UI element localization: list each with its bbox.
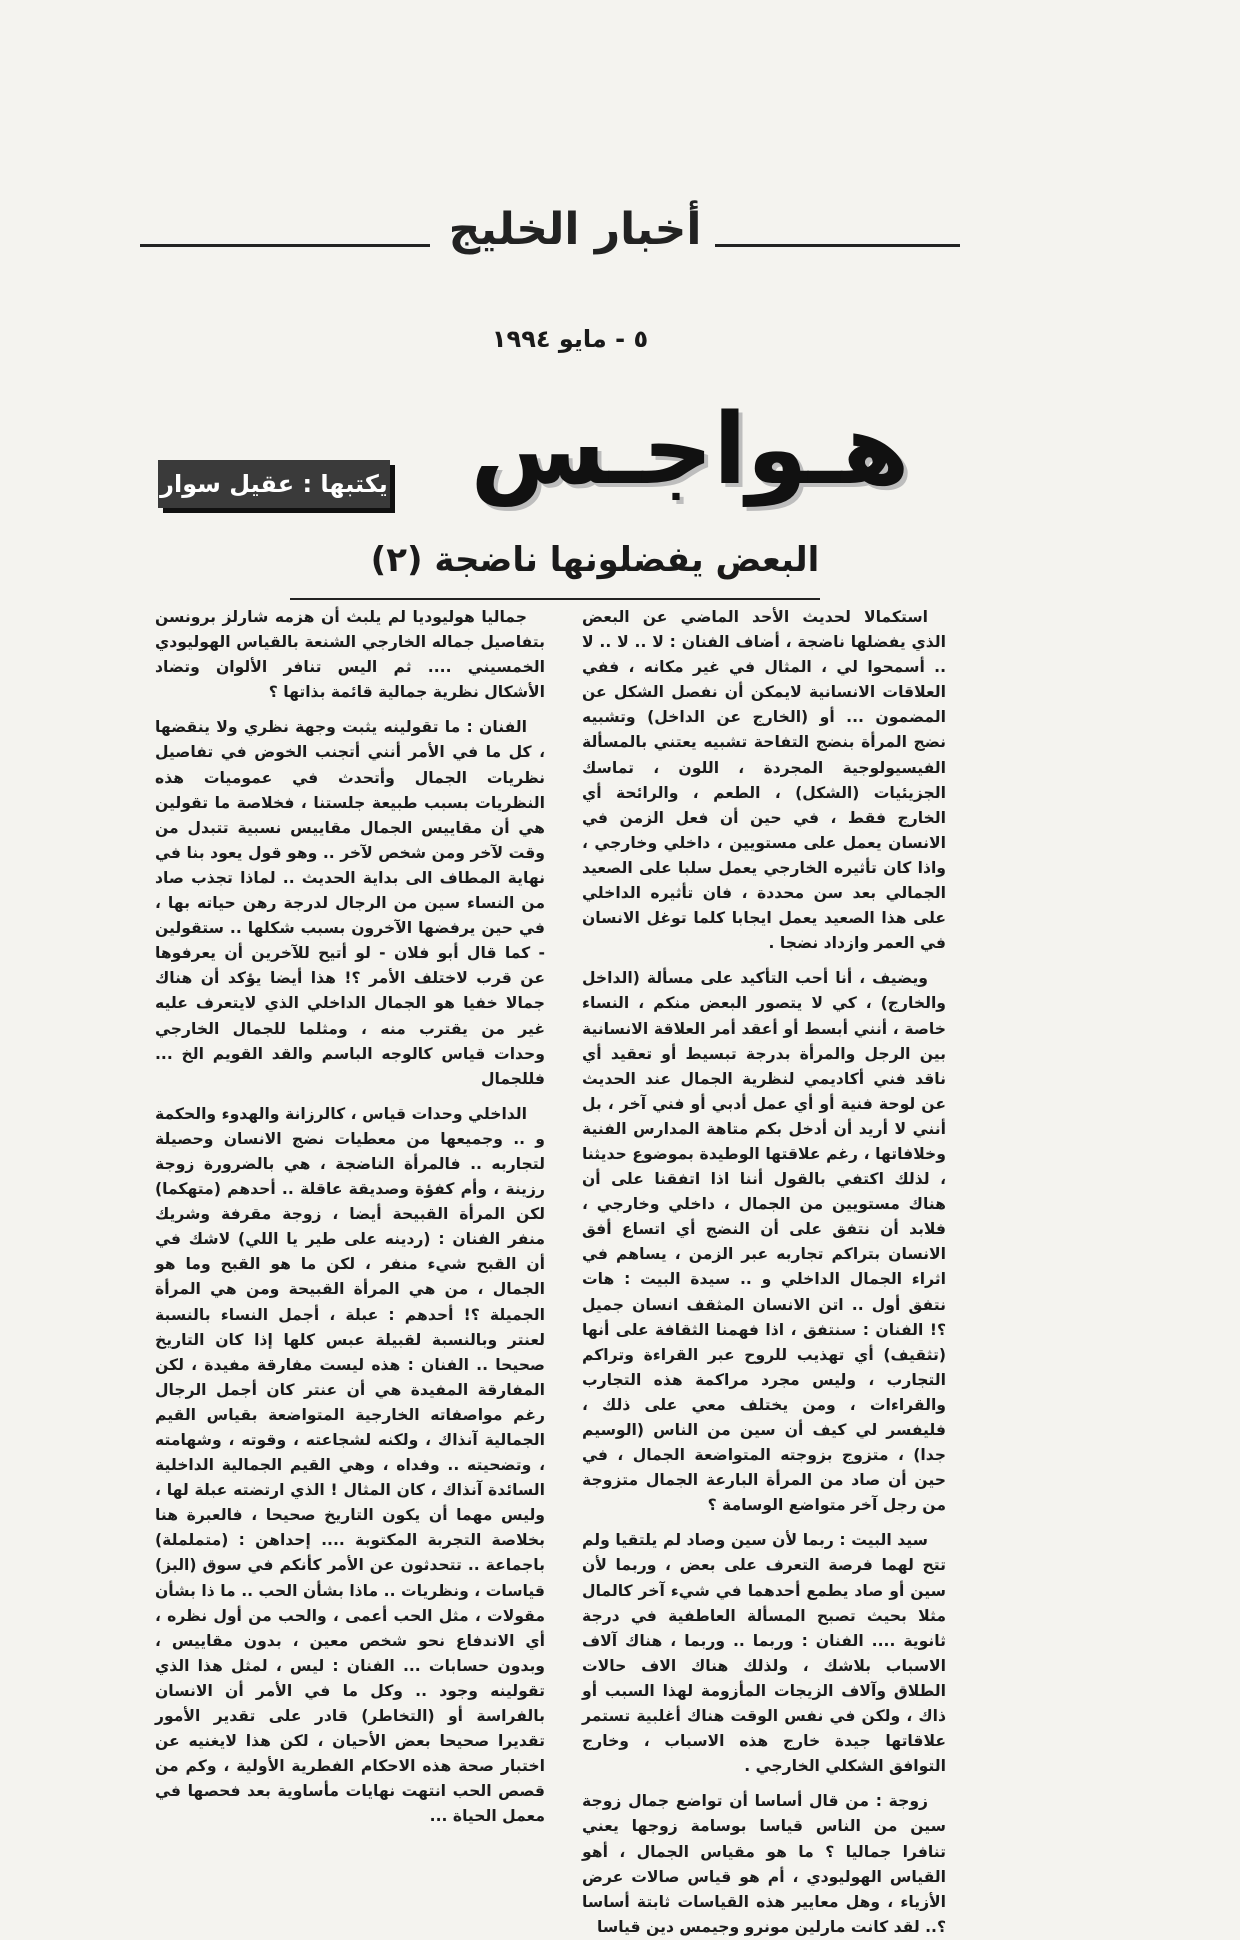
paragraph: ويضيف ، أنا أحب التأكيد على مسألة (الداخل والخارج) ، كي لا يتصور البعض منكم ، النساء خاصة ، أنني أبسط أو أعقد أمر العلاقة الانسانية بين الرجل والمرأة بدرجة تبسيط أو تعقيد أي ناقد فني أكاديمي لنظرية الجمال عند الحديث عن لوحة فنية أو أي عمل أدبي أو فني آخر ، بل أنني لا أريد أن أدخل بكم متاهة المدارس الفنية وخلافاتها ، رغم علاقتها الوطيدة بموضوع حديثنا ، لذلك اكتفي بالقول أننا اذا اتفقنا على أن هناك مستويين من الجمال ، داخلي وخارجي ، فلابد أن نتفق على أن النضج أي اتساع أفق الانسان بتراكم تجاربه عبر الزمن ، يساهم في اثراء الجمال الداخلي و .. سيدة البيت : هات نتفق أول .. اتن الانسان المثقف انسان جميل ؟! الفنان : سنتفق ، اذا فهمنا الثقافة على أنها (تثقيف) أي تهذيب للروح عبر القراءة وتراكم التجارب ، وليس مجرد مراكمة هذه التجارب والقراءات ، ومن يختلف معي على ذلك ، فليفسر لي كيف أن سين من الناس (الوسيم جدا) ، متزوج بزوجته المتواضعة الجمال ، في حين أن صاد من المرأة البارعة الجمال متزوجة من رجل آخر متواضع الوسامة ؟ [582, 969, 946, 1515]
masthead [140, 200, 960, 260]
subtitle-rule [290, 598, 820, 600]
article-column-right [582, 605, 946, 1936]
paragraph: زوجة : من قال أساسا أن تواضع جمال زوجة سين من الناس قياسا بوسامة زوجها يعني تنافرا جماليا ؟ ما هو مقياس الجمال ، أهو القياس الهوليودي ، أم هو قياس صالات عرض الأزياء ، وهل معايير هذه القياسات ثابتة أساسا ؟.. لقد كانت مارلين مونرو وجيمس دين قياسا [582, 1792, 946, 1936]
issue-date: ٥ - مايو ١٩٩٤ [491, 325, 649, 353]
paragraph: سيد البيت : ربما لأن سين وصاد لم يلتقيا ولم تتح لهما فرصة التعرف على بعض ، وربما لأن سين أو صاد يطمع أحدهما في شيء آخر كالمال مثلا بحيث تصبح المسألة العاطفية في درجة ثانوية .... الفنان : وربما .. وربما ، هناك آلاف الاسباب بلاشك ، ولذلك هناك الاف حالات الطلاق وآلاف الزيجات المأزومة لهذا السبب أو ذاك ، ولكن في نفس الوقت هناك أغلبية تستمر علاقاتها جيدة خارج هذه الاسباب ، وخارج التوافق الشكلي الخارجي . [582, 1531, 946, 1776]
paragraph: الداخلي وحدات قياس ، كالرزانة والهدوء والحكمة و .. وجميعها من معطيات نضج الانسان وحصيلة لتجاربه .. فالمرأة الناضجة ، هي بالضرورة زوجة رزينة ، وأم كفؤة وصديقة عاقلة .. أحدهم (متهكما) لكن المرأة القبيحة أيضا ، زوجة مقرفة وشريك منفر الفنان : (ردينه على طير يا اللي) لاشك في أن القبح شيء منفر ، لكن ما هو القبح وما هو الجمال ، من هي المرأة القبيحة ومن هي المرأة الجميلة ؟! أحدهم : عبلة ، أجمل النساء بالنسبة لعنتر وبالنسبة لقبيلة عبس كلها إذا كان التاريخ صحيحا .. الفنان : هذه ليست مفارقة مفيدة ، لكن المفارقة المفيدة هي أن عنتر كان أجمل الرجال رغم مواصفاته الخارجية المتواضعة بقياس القيم الجمالية آنذاك ، ولكنه لشجاعته ، وقوته ، وشهامته ، وتضحيته .. وفداه ، وهي القيم الجمالية الداخلية السائدة آنذاك ، كان المثال ! الذي ارتضته عبلة لها ، وليس مهما أن يكون التاريخ صحيحا ، فالعبرة هنا بخلاصة التجربة المكتوبة .... إحداهن : (متململة) باجماعة .. تتحدثون عن الأمر كأنكم في سوق (البز) قياسات ، ونظريات .. ماذا بشأن الحب .. ما ذا بشأن مقولات ، مثل الحب أعمى ، والحب من أول نظره ، أي الاندفاع نحو شخص معين ، بدون مقاييس ، وبدون حسابات ... الفنان : ليس ، لمثل هذا الذي تقولينه وجود .. وكل ما في الأمر أن الانسان بالفراسة أو (التخاطر) قادر على تقدير الأمور تقديرا صحيحا بعض الأحيان ، لكن هذا لايغنيه عن اختبار صحة هذه الاحكام الفطرية الأولية ، وكم من قصص الحب انتهت نهايات مأساوية بعد فحصها في معمل الحياة ... [155, 1104, 545, 1826]
column-title: هـواجـس [470, 393, 910, 507]
masthead-rule-right [715, 244, 960, 247]
paragraph: استكمالا لحديث الأحد الماضي عن البعض الذي يفضلها ناضجة ، أضاف الفنان : لا .. لا .. لا .. أسمحوا لي ، المثال في غير مكانه ، ففي العلاقات الانسانية لايمكن أن نفصل الشكل عن المضمون ... أو (الخارج عن الداخل) وتشبيه نضج المرأة بنضج التفاحة تشبيه يعتني بالمسألة الفيسيولوجية المجردة ، اللون ، تماسك الجزيئيات (الشكل) ، الطعم ، والرائحة أي الخارج فقط ، في حين أن فعل الزمن في الانسان يعمل على مستويين ، داخلي وخارجي ، واذا كان تأثيره الخارجي يعمل سلبا على الصعيد الجمالي بعد سن محددة ، فان تأثيره الداخلي على هذا الصعيد يعمل ايجابا كلما توغل الانسان في العمر وازداد نضجا . [582, 608, 946, 953]
byline-box: يكتبها : عقيل سوار [158, 460, 390, 508]
article-column-left [155, 605, 545, 1826]
article-subtitle: البعض يفضلونها ناضجة (٢) [370, 540, 820, 580]
paragraph: الفنان : ما تقولينه يثبت وجهة نظري ولا ينقضها ، كل ما في الأمر أنني أتجنب الخوض في تفاصيل نظريات الجمال وأتحدث في عموميات هذه النظريات بسبب طبيعة جلستنا ، فخلاصة ما تقولين هي أن مقاييس الجمال مقاييس نسبية تتبدل من وقت لآخر ومن شخص لآخر .. وهو قول يعود بنا في نهاية المطاف الى بداية الحديث .. لماذا تجذب صاد من النساء سين من الرجال لدرجة رهن حياته بها ، في حين يرفضها الآخرون بسبب شكلها .. ستقولين - كما قال أبو فلان - لو أتيح للآخرين أن يعرفوها عن قرب لاختلف الأمر ؟! هذا أيضا يؤكد أن هناك جمالا خفيا هو الجمال الداخلي الذي لايتعرف عليه غير من يقترب منه ، ومثلما للجمال الخارجي وحدات قياس كالوجه الباسم والقد القويم الخ ... فللجمال [155, 718, 545, 1088]
newspaper-logo: أخبار الخليج [448, 204, 702, 255]
paragraph: جماليا هوليوديا لم يلبث أن هزمه شارلز برونسن بتفاصيل جماله الخارجي الشنعة بالقياس الهوليودي الخمسيني .... ثم اليس تنافر الألوان وتضاد الأشكال نظرية جمالية قائمة بذاتها ؟ [155, 608, 545, 702]
masthead-rule-left [140, 244, 430, 247]
